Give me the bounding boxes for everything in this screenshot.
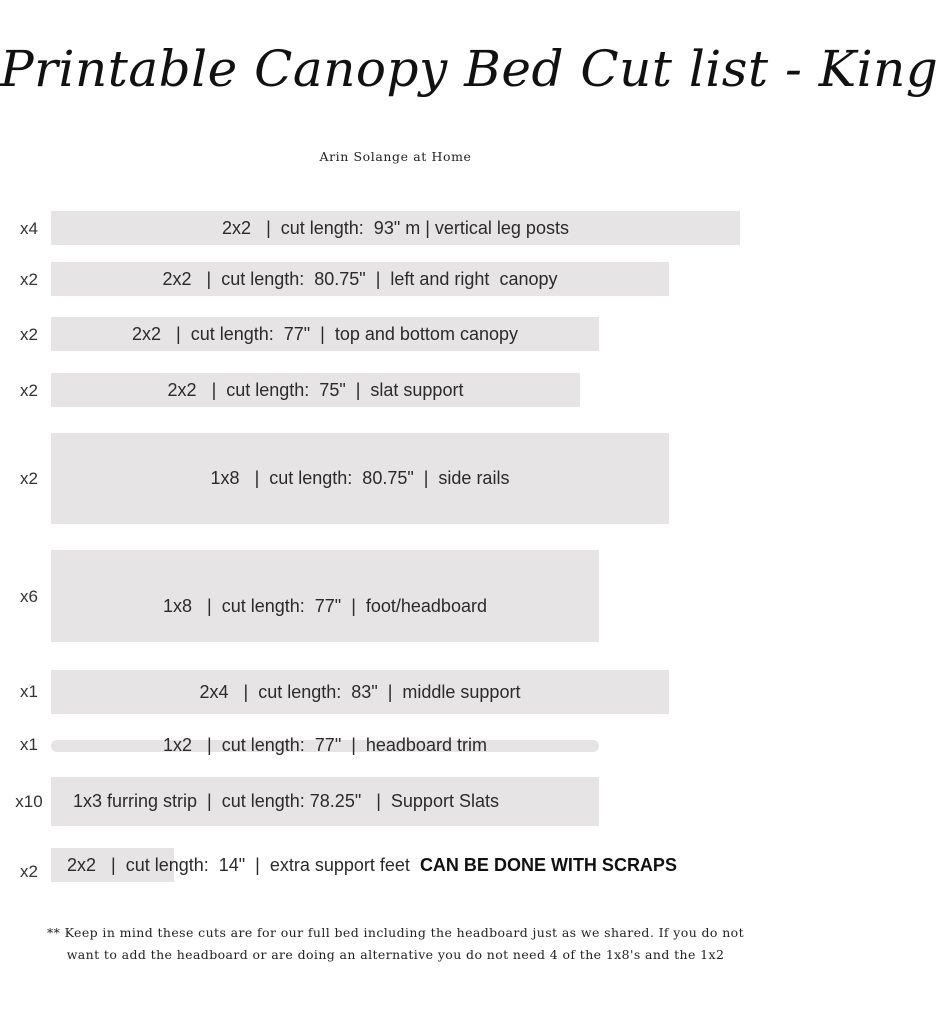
cut-quantity: x6 (20, 587, 38, 606)
cut-quantity: x10 (15, 792, 43, 811)
cut-description: 2x2 | cut length: 75" | slat support (167, 379, 464, 400)
footnote: ** Keep in mind these cuts are for our full bed including the headboard just as we shared. If you do not want to add the headboard or are doing an alternative you do not need 4 of the 1x8's and the 1x2 (46, 925, 745, 962)
page-title: Printable Canopy Bed Cut list - King (0, 40, 938, 98)
cut-quantity: x4 (20, 219, 38, 238)
cut-row-bar (51, 777, 599, 826)
cut-description: 2x2 | cut length: 80.75" | left and right canopy (162, 268, 558, 289)
cut-description: 1x3 furring strip | cut length: 78.25" | Support Slats (73, 791, 499, 811)
page-subtitle: Arin Solange at Home (319, 149, 472, 164)
cut-row-bar (51, 262, 669, 296)
scrap-note: CAN BE DONE WITH SCRAPS (419, 855, 677, 875)
cut-quantity: x2 (20, 270, 38, 289)
cut-row-bar (51, 550, 599, 642)
cut-quantity: x2 (20, 469, 38, 488)
cut-quantity: x2 (20, 381, 38, 400)
cut-quantity: x1 (20, 682, 38, 701)
cut-row-bar (51, 211, 740, 245)
cut-row-bar (51, 373, 580, 407)
cut-quantity: x2 (20, 325, 38, 344)
cut-quantity: x2 (20, 862, 38, 881)
cut-description: 2x2 | cut length: 93" m | vertical leg posts (222, 217, 569, 238)
cut-description: 1x8 | cut length: 77" | foot/headboard (163, 596, 487, 616)
cut-quantity: x1 (20, 735, 38, 754)
cut-description: 2x2 | cut length: 77" | top and bottom canopy (132, 323, 518, 344)
cut-description: 2x4 | cut length: 83" | middle support (199, 681, 521, 702)
cut-description-row (67, 855, 677, 876)
cut-row-bar (51, 433, 669, 524)
cut-description: 1x8 | cut length: 80.75" | side rails (210, 468, 510, 488)
cut-row-bar (51, 317, 599, 351)
cut-description: 1x2 | cut length: 77" | headboard trim (163, 735, 487, 755)
cut-description: 2x2 | cut length: 14" | extra support feet (67, 855, 410, 875)
cut-row-bar (51, 670, 669, 714)
